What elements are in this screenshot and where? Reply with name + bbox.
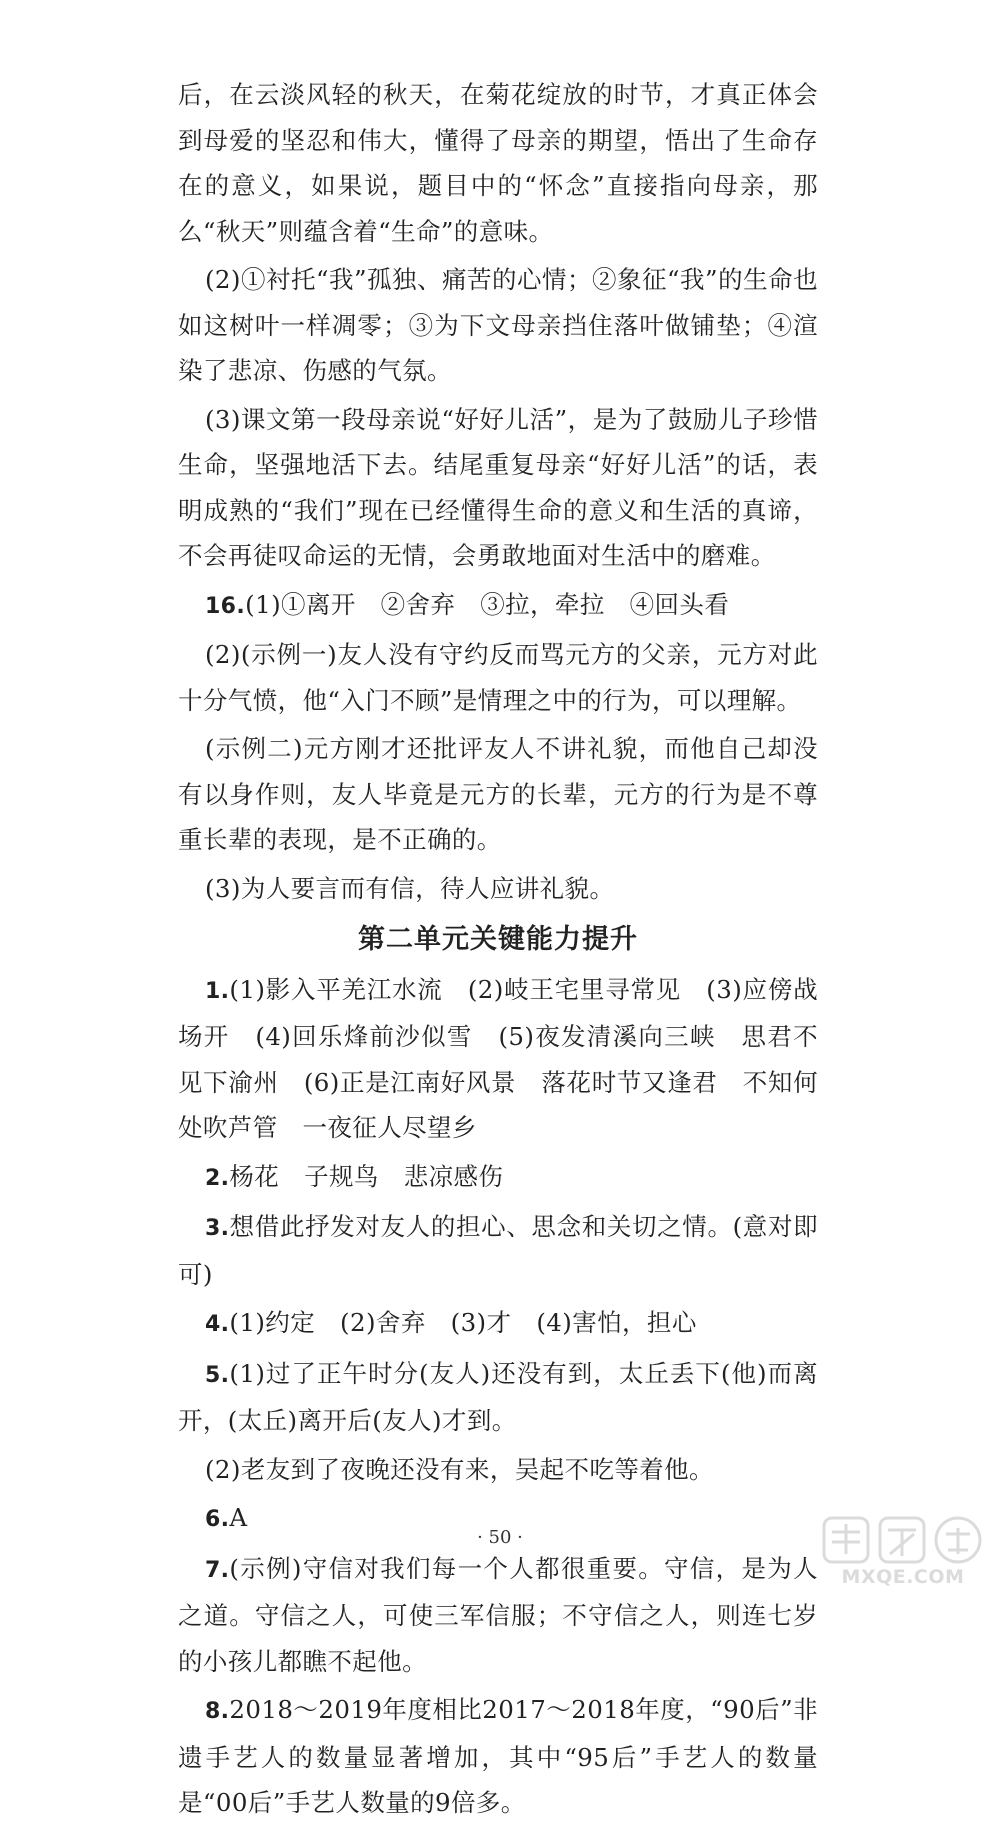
answer-text: 杨花 子规鸟 悲凉感伤 [229,1161,504,1191]
answer-4 [178,1300,818,1348]
answer-2 [178,1154,818,1202]
answer-text: (示例)守信对我们每一个人都很重要。守信，是为人之道。守信之人，可使三军信服；不守信之人，则连七岁的小孩儿都瞧不起他。 [178,1553,818,1676]
answer-text: (1)①离开 ②舍弃 ③拉，牵拉 ④回头看 [245,589,730,619]
question-number: 5. [204,1362,230,1388]
answer-text: (1)约定 (2)舍弃 (3)才 (4)害怕，担心 [229,1308,697,1337]
answer-15-3: (3)课文第一段母亲说“好好儿活”，是为了鼓励儿子珍惜生命，坚强地活下去。结尾重复母亲“好好儿活”的话，表明成熟的“我们”现在已经懂得生命的意义和生活的真谛，不会再徒叹命运的无情，会勇敢地面对生活中的磨难。 [178,404,818,570]
watermark-icon [818,1510,988,1570]
page-content [178,72,818,1826]
question-number: 7. [204,1557,230,1583]
watermark-logo [818,1510,988,1594]
question-number: 2. [204,1165,230,1191]
answer-text: 2018～2019年度相比2017～2018年度，“90后”非遗手艺人的数量显著增加，其中“95后”手艺人的数量是“00后”手艺人数量的9倍多。 [178,1695,818,1817]
page-number: · 50 · [477,1527,523,1548]
answer-text: (1)影入平羌江水流 (2)岐王宅里寻常见 (3)应傍战场开 (4)回乐烽前沙似雪 (5)夜发清溪向三峡 思君不见下渝州 (6)正是江南好风景 落花时节又逢君 不知何处吹芦管 一夜征人尽望乡 [178,974,818,1142]
answer-5-1 [178,1351,818,1444]
answer-16-2: (2)(示例一)友人没有守约反而骂元方的父亲，元方对此十分气愤，他“入门不顾”是情理之中的行为，可以理解。 [178,640,818,715]
answer-text: 想借此抒发对友人的担心、思念和关切之情。(意对即可) [178,1212,818,1289]
answer-8 [178,1687,818,1826]
question-number: 3. [204,1216,230,1241]
question-number: 6. [204,1507,230,1532]
section-title: 第二单元关键能力提升 [358,924,638,955]
question-number: 16. [204,593,246,619]
watermark-text: MXQE.COM [841,1566,965,1588]
continued-paragraph: 后，在云淡风轻的秋天，在菊花绽放的时节，才真正体会到母爱的坚忍和伟大，懂得了母亲的期望，悟出了生命存在的意义，如果说，题目中的“怀念”直接指向母亲，那么“秋天”则蕴含着“生命”的意味。 [178,80,818,246]
answer-3 [178,1204,818,1297]
answer-5-2: (2)老友到了夜晚还没有来，吴起不吃等着他。 [204,1454,714,1484]
answer-7 [178,1546,818,1685]
question-number: 1. [204,978,230,1004]
question-number: 4. [204,1312,230,1337]
answer-text: A [229,1503,248,1532]
answer-text: (1)过了正午时分(友人)还没有到，太丘丢下(他)而离开，(太丘)离开后(友人)才到。 [178,1358,818,1435]
answer-15-2: (2)①衬托“我”孤独、痛苦的心情；②象征“我”的生命也如这树叶一样凋零；③为下文母亲挡住落叶做铺垫；④渲染了悲凉、伤感的气氛。 [178,265,818,385]
answer-16-1 [178,582,818,630]
answer-16-3: (3)为人要言而有信，待人应讲礼貌。 [204,873,615,903]
answer-16-example-2: (示例二)元方刚才还批评友人不讲礼貌，而他自己却没有以身作则，友人毕竟是元方的长辈，元方的行为是不尊重长辈的表现，是不正确的。 [178,734,818,854]
question-number: 8. [204,1699,230,1724]
answer-1 [178,967,818,1151]
